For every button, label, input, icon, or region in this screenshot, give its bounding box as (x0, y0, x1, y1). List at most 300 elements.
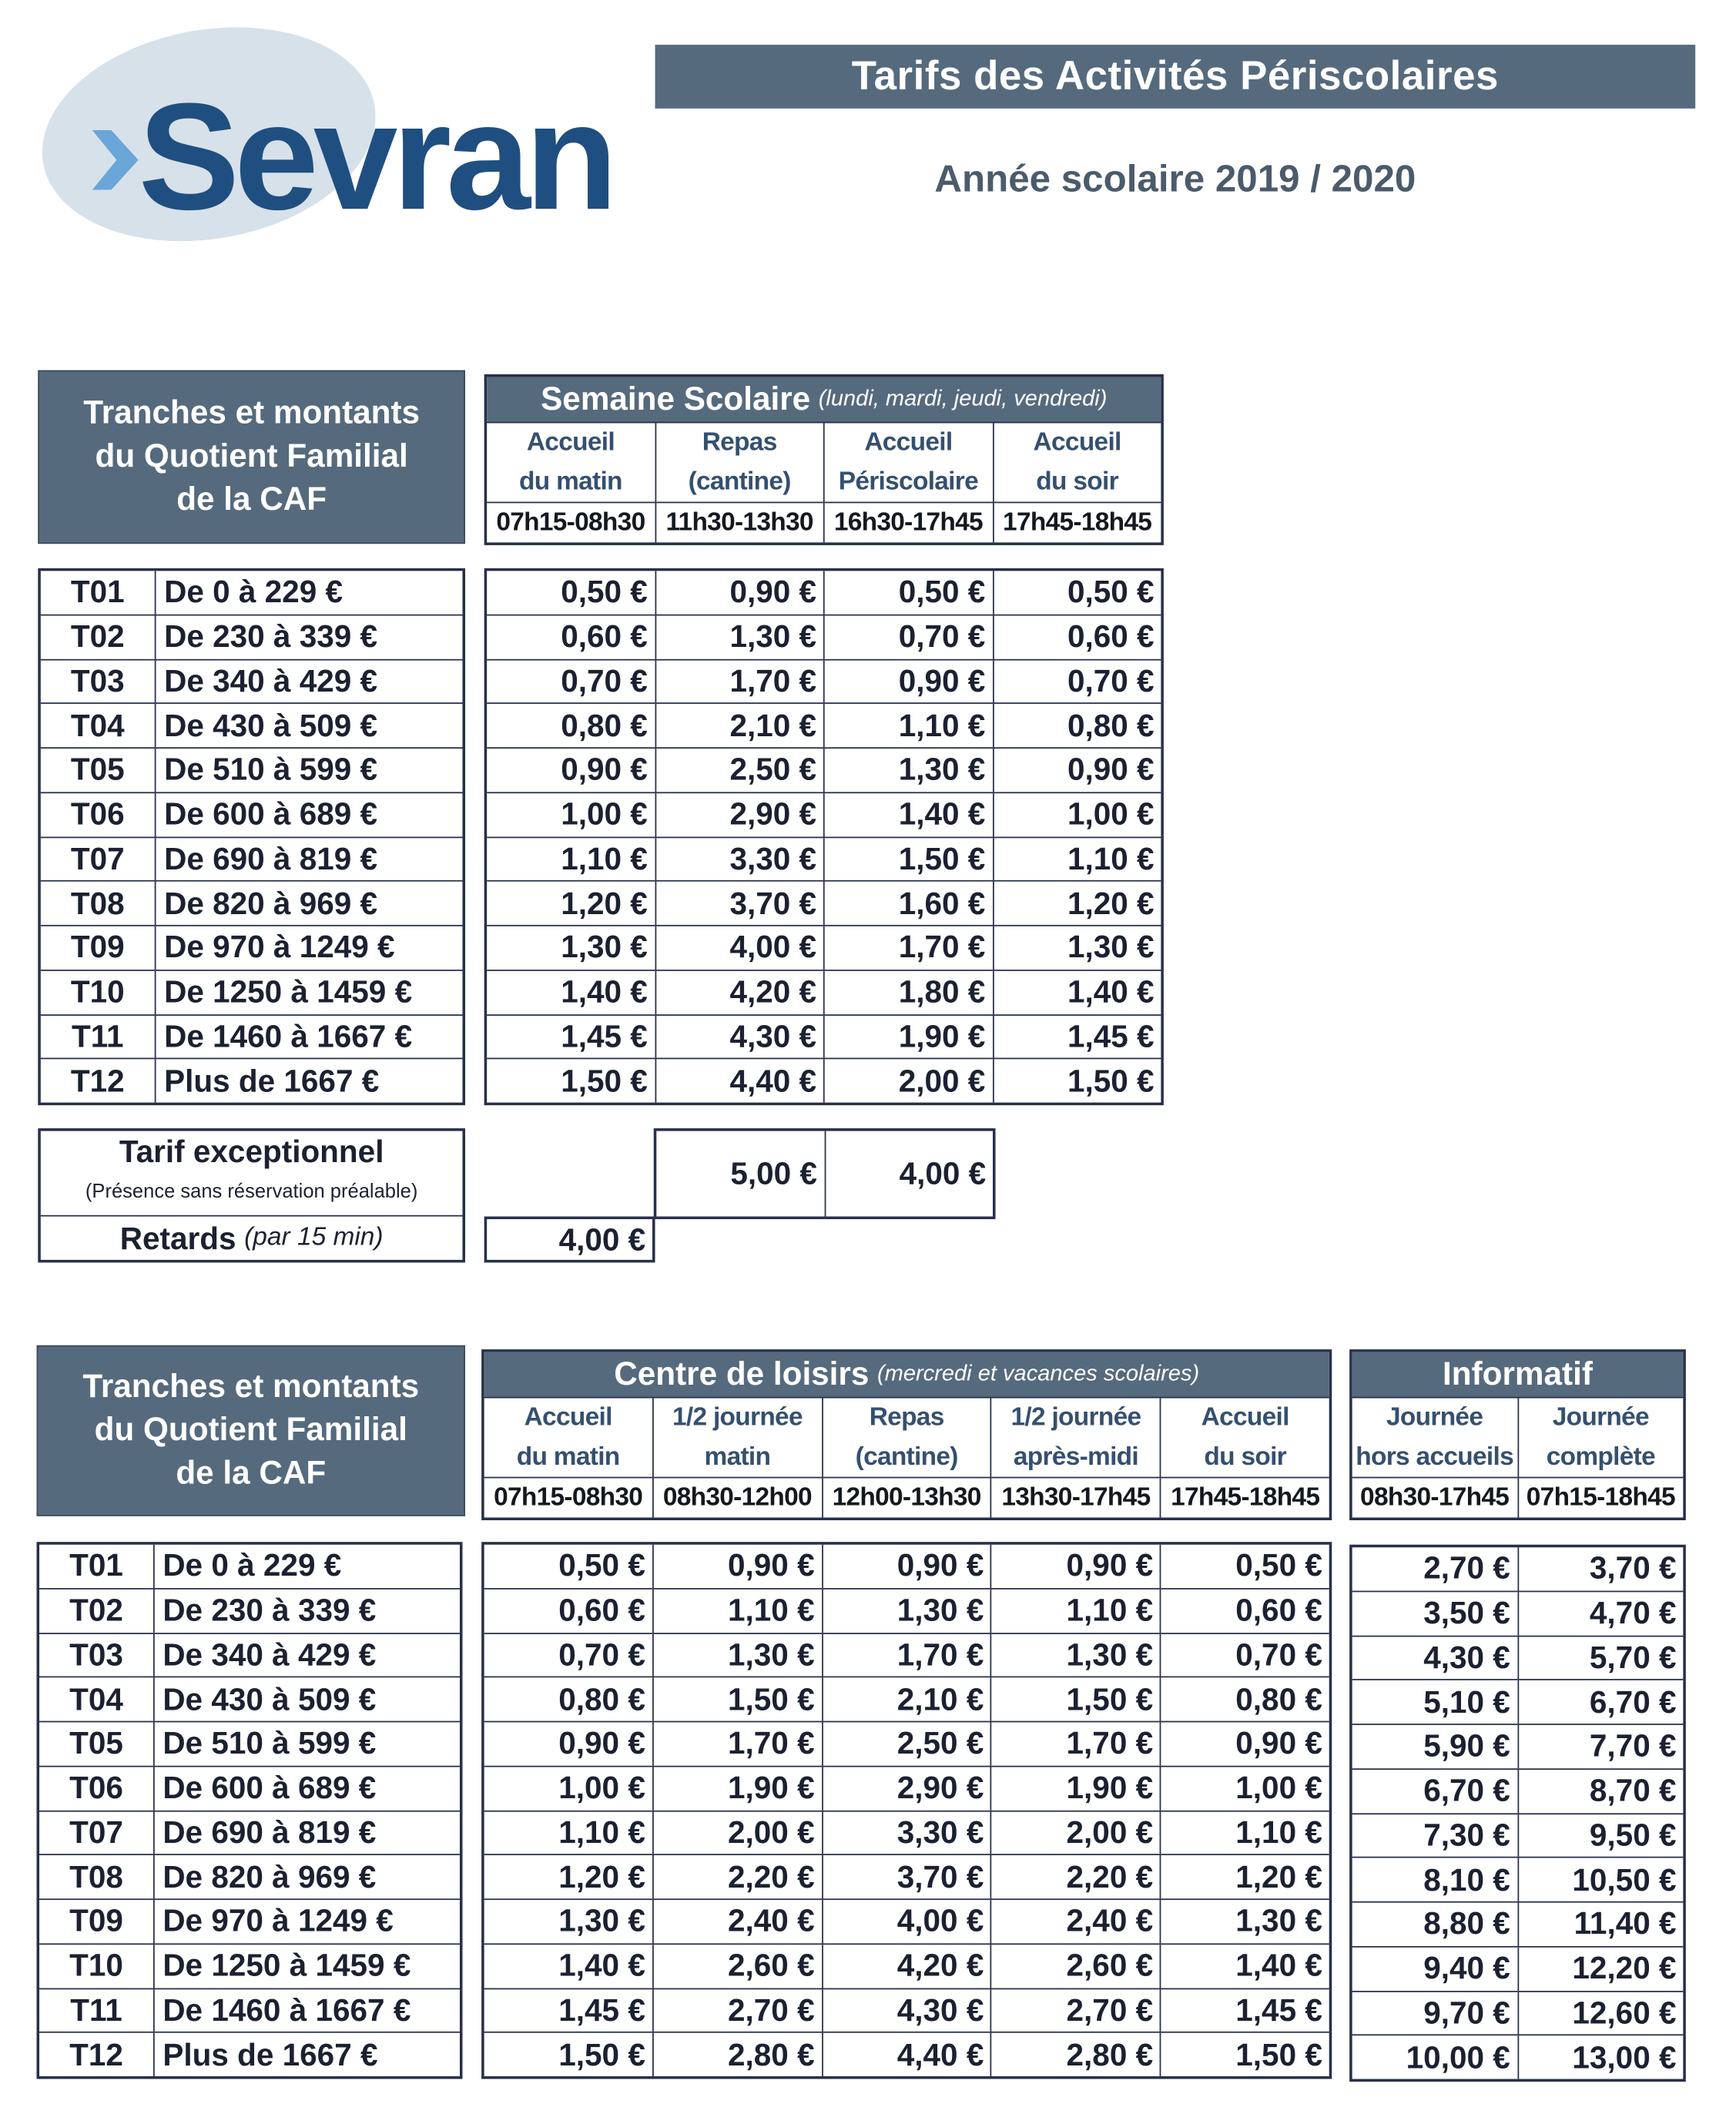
rate-cell: 1,70 € (655, 660, 823, 703)
exceptional-rate-note: (Présence sans réservation préalable) (85, 1181, 418, 1203)
column-time-range: 07h15-08h30 (487, 502, 654, 544)
column-label (992, 1399, 1160, 1477)
table-row (39, 1943, 460, 1988)
rate-cell: 2,50 € (655, 749, 823, 792)
column-header (823, 423, 992, 542)
bracket-code: T06 (39, 1767, 155, 1810)
rate-cell: 1,50 € (561, 1062, 648, 1098)
table-row (1352, 1724, 1684, 1768)
table-row (484, 1898, 1329, 1943)
rate-cell: 1,90 € (990, 1767, 1160, 1810)
quotient-header-line-3: de la CAF (176, 1455, 327, 1492)
bracket-range: De 0 à 229 € (164, 574, 344, 610)
column-label-line-1: Accueil (864, 428, 953, 457)
column-label-line-2: hors accueils (1356, 1442, 1513, 1472)
table-row (41, 1013, 463, 1058)
rate-cell: 7,70 € (1517, 1725, 1684, 1768)
rate-cell: 0,50 € (823, 571, 992, 614)
rate-cell: 2,90 € (821, 1767, 990, 1810)
column-label-line-1: Accueil (526, 428, 615, 457)
table-row (39, 1898, 460, 1943)
bracket-range: De 970 à 1249 € (164, 929, 395, 965)
table-row (484, 1545, 1329, 1588)
school-week-header (484, 374, 1164, 545)
bracket-code: T11 (41, 1015, 156, 1058)
exceptional-rate-label: Tarif exceptionnel (119, 1134, 384, 1169)
column-label (484, 1399, 652, 1477)
rate-cell: 1,90 € (652, 1767, 822, 1810)
table-row (39, 1721, 460, 1766)
quotient-header-line-2: du Quotient Familial (95, 437, 408, 475)
rate-cell: 0,70 € (992, 660, 1161, 703)
column-header (1160, 1399, 1329, 1518)
bracket-range: De 510 à 599 € (164, 752, 378, 788)
column-time-range: 07h15-08h30 (484, 1477, 652, 1519)
quotient-header-line-1: Tranches et montants (82, 1368, 420, 1405)
rate-cell: 1,70 € (823, 926, 992, 970)
rate-cell: 1,00 € (992, 793, 1161, 836)
bracket-range: De 600 à 689 € (163, 1770, 377, 1806)
table-row (1352, 1812, 1684, 1857)
column-headers (1352, 1399, 1684, 1518)
column-label-line-2: complète (1546, 1442, 1655, 1472)
rate-cell: 5,90 € (1423, 1728, 1510, 1764)
table-row (1352, 1590, 1684, 1635)
column-label-line-1: Journée (1552, 1403, 1649, 1432)
column-label-line-1: Repas (869, 1403, 944, 1432)
informative-rates (1349, 1545, 1686, 2082)
column-label (487, 423, 654, 501)
rate-cell: 0,60 € (992, 615, 1161, 658)
rate-cell: 1,30 € (990, 1633, 1160, 1677)
table-row (484, 1677, 1329, 1721)
rate-cell: 2,60 € (990, 1945, 1160, 1988)
rate-cell: 1,70 € (990, 1722, 1160, 1765)
table-row (487, 747, 1161, 792)
table-row (487, 880, 1161, 925)
bracket-range: De 430 à 509 € (163, 1680, 377, 1717)
table-row (484, 2032, 1329, 2076)
exceptional-rate-row (41, 1131, 463, 1217)
table-row (39, 1810, 460, 1854)
column-header (1517, 1399, 1684, 1518)
late-fee-note: (par 15 min) (244, 1223, 384, 1252)
rate-cell: 2,70 € (990, 1988, 1160, 2032)
bracket-code: T01 (39, 1545, 155, 1588)
table-row (1352, 1990, 1684, 2035)
rate-cell: 0,70 € (823, 615, 992, 658)
rate-cell: 8,80 € (1423, 1905, 1510, 1941)
column-label-line-1: Accueil (1033, 428, 1121, 457)
rate-cell: 0,90 € (992, 749, 1161, 792)
rate-cell: 0,90 € (561, 752, 648, 788)
rate-cell: 1,40 € (1160, 1945, 1329, 1988)
column-time-range: 08h30-12h00 (653, 1477, 821, 1519)
group-title: Informatif (1443, 1355, 1593, 1392)
bracket-range: De 230 à 339 € (164, 618, 378, 654)
exceptional-labels (38, 1128, 465, 1262)
rate-cell: 1,30 € (1160, 1900, 1329, 1943)
rate-cell: 2,80 € (990, 2033, 1160, 2076)
group-title: Centre de loisirs (614, 1355, 870, 1392)
rate-cell: 7,30 € (1423, 1817, 1510, 1853)
bracket-code: T06 (41, 793, 156, 836)
school-week-rates (484, 568, 1164, 1105)
rate-cell: 1,45 € (992, 1015, 1161, 1058)
bracket-range: Plus de 1667 € (163, 2036, 378, 2072)
bracket-code: T10 (41, 970, 156, 1013)
table-row (487, 1058, 1161, 1103)
column-label-line-1: Accueil (1201, 1403, 1289, 1432)
bracket-range: De 600 à 689 € (164, 796, 378, 832)
rate-cell: 11,40 € (1517, 1903, 1684, 1946)
table-row (487, 1013, 1161, 1058)
table-row (1352, 1547, 1684, 1590)
table-row (1352, 1901, 1684, 1946)
rate-cell: 5,70 € (1517, 1637, 1684, 1680)
bracket-code: T02 (41, 615, 156, 658)
column-time-range: 17h45-18h45 (1161, 1477, 1329, 1519)
bracket-range: De 340 à 429 € (164, 662, 378, 699)
rate-cell: 1,70 € (652, 1722, 822, 1765)
column-header (821, 1399, 990, 1518)
column-header (1352, 1399, 1517, 1518)
rate-cell: 0,80 € (561, 707, 648, 743)
rate-cell: 0,60 € (561, 618, 648, 654)
bracket-code: T03 (41, 660, 156, 703)
rate-cell: 2,70 € (652, 1988, 822, 2032)
table-row (41, 747, 463, 792)
bracket-code: T04 (41, 704, 156, 747)
rate-cell: 1,30 € (561, 929, 648, 965)
table-row (41, 1058, 463, 1103)
rate-cell: 0,50 € (561, 574, 648, 610)
rate-cell: 4,00 € (655, 926, 823, 970)
bracket-range: De 820 à 969 € (163, 1858, 377, 1895)
rate-cell: 1,30 € (821, 1589, 990, 1632)
bracket-range: De 1250 à 1459 € (163, 1947, 411, 1983)
column-label (655, 423, 823, 501)
bracket-range: De 970 à 1249 € (163, 1903, 394, 1939)
late-fee-value-box (484, 1217, 655, 1263)
rate-cell: 5,10 € (1423, 1683, 1510, 1720)
rate-cell: 13,00 € (1517, 2036, 1684, 2079)
table-row (39, 2032, 460, 2076)
bracket-range: De 1460 à 1667 € (163, 1992, 411, 2028)
table-row (39, 1677, 460, 1721)
rate-cell: 1,40 € (823, 793, 992, 836)
column-label-line-2: après-midi (1013, 1442, 1139, 1472)
column-time-range: 13h30-17h45 (992, 1477, 1160, 1519)
rate-cell: 3,70 € (1517, 1547, 1684, 1590)
school-year: Année scolaire 2019 / 2020 (934, 157, 1416, 199)
group-title: Semaine Scolaire (541, 380, 811, 417)
rate-cell: 1,50 € (992, 1060, 1161, 1103)
column-header (992, 423, 1161, 542)
bracket-range: De 690 à 819 € (164, 840, 378, 876)
rate-cell: 1,45 € (561, 1018, 648, 1054)
table-row (1352, 1857, 1684, 1901)
rate-cell: 1,20 € (992, 882, 1161, 925)
bracket-code: T08 (39, 1855, 155, 1898)
rate-cell: 2,90 € (655, 793, 823, 836)
bracket-code: T12 (39, 2033, 155, 2076)
table-row (487, 658, 1161, 703)
column-label-line-1: 1/2 journée (672, 1403, 803, 1432)
column-label (1518, 1399, 1683, 1477)
rate-cell: 0,70 € (561, 662, 648, 699)
rate-cell: 2,70 € (1423, 1550, 1510, 1586)
bracket-code: T12 (41, 1060, 156, 1103)
bracket-range: De 0 à 229 € (163, 1547, 342, 1583)
table-row (41, 836, 463, 881)
rate-cell: 2,40 € (652, 1900, 822, 1943)
rate-cell: 0,90 € (1160, 1722, 1329, 1765)
column-label (994, 423, 1161, 501)
bracket-code: T05 (41, 749, 156, 792)
rate-cell: 1,20 € (558, 1858, 645, 1895)
rate-cell: 9,70 € (1423, 1995, 1510, 2030)
column-time-range: 08h30-17h45 (1352, 1477, 1517, 1519)
rate-cell: 0,90 € (558, 1725, 645, 1761)
rate-cell: 8,10 € (1423, 1861, 1510, 1897)
rate-cell: 4,30 € (655, 1015, 823, 1058)
column-label (823, 1399, 990, 1477)
column-label-line-2: (cantine) (688, 467, 791, 497)
rate-cell: 0,70 € (558, 1637, 645, 1673)
table-row (41, 970, 463, 1014)
rate-cell: 6,70 € (1517, 1680, 1684, 1724)
column-label-line-2: du soir (1204, 1442, 1287, 1472)
rate-cell: 1,50 € (990, 1678, 1160, 1721)
bracket-code: T03 (39, 1633, 155, 1677)
table-row (41, 792, 463, 836)
rate-cell: 4,00 € (821, 1900, 990, 1943)
table-row (39, 1854, 460, 1899)
bracket-range: De 510 à 599 € (163, 1725, 377, 1761)
bracket-range: De 1460 à 1667 € (164, 1018, 413, 1054)
bracket-code: T01 (41, 571, 156, 614)
rate-cell: 4,40 € (655, 1060, 823, 1103)
column-label-line-2: du soir (1036, 467, 1118, 497)
rate-cell: 1,20 € (561, 885, 648, 921)
rate-cell: 3,30 € (655, 837, 823, 880)
informative-header (1349, 1349, 1686, 1520)
quotient-header-line-3: de la CAF (176, 481, 327, 518)
rate-cell: 0,80 € (1160, 1678, 1329, 1721)
rate-cell: 1,45 € (1160, 1988, 1329, 2032)
rate-cell: 1,00 € (1160, 1767, 1329, 1810)
quotient-brackets (37, 1542, 463, 2079)
bracket-range: De 430 à 509 € (164, 707, 378, 743)
rate-cell: 10,00 € (1406, 2039, 1510, 2075)
rate-cell: 0,70 € (1160, 1633, 1329, 1677)
rate-cell: 2,60 € (652, 1945, 822, 1988)
column-label (653, 1399, 821, 1477)
column-time-range: 07h15-18h45 (1518, 1477, 1683, 1519)
quotient-header (38, 370, 465, 544)
column-header (655, 423, 823, 542)
rate-cell: 8,70 € (1517, 1770, 1684, 1813)
bracket-range: De 230 à 339 € (163, 1592, 377, 1628)
table-row (41, 925, 463, 970)
table-row (484, 1721, 1329, 1766)
bracket-code: T09 (39, 1900, 155, 1943)
column-label-line-1: 1/2 journée (1010, 1403, 1141, 1432)
bracket-code: T02 (39, 1589, 155, 1632)
rate-cell: 4,40 € (821, 2033, 990, 2076)
exceptional-rate-periscolaire: 4,00 € (824, 1131, 993, 1217)
rate-cell: 2,00 € (652, 1811, 822, 1854)
column-headers (484, 1399, 1329, 1518)
table-row (39, 1988, 460, 2032)
table-row (484, 1854, 1329, 1899)
page-title: Tarifs des Activités Périscolaires (655, 45, 1696, 109)
rate-cell: 1,70 € (821, 1633, 990, 1677)
rate-cell: 0,90 € (823, 660, 992, 703)
table-row (487, 836, 1161, 881)
sevran-logo: Sevran (138, 72, 613, 242)
rate-cell: 1,50 € (652, 1678, 822, 1721)
table-row (484, 1588, 1329, 1633)
bracket-code: T10 (39, 1945, 155, 1988)
rate-cell: 1,10 € (561, 840, 648, 876)
late-fee-value: 4,00 € (558, 1221, 646, 1257)
rate-cell: 1,10 € (558, 1814, 645, 1850)
table-row (41, 880, 463, 925)
column-label-line-2: (cantine) (855, 1442, 958, 1472)
rate-cell: 1,30 € (823, 749, 992, 792)
column-time-range: 11h30-13h30 (655, 502, 823, 544)
rate-cell: 0,90 € (652, 1545, 822, 1588)
table-row (487, 970, 1161, 1014)
leisure-centre-rates (481, 1542, 1332, 2079)
quotient-header (37, 1345, 465, 1516)
table-row (484, 1765, 1329, 1810)
late-fee-row (41, 1217, 463, 1260)
late-fee-label: Retards (119, 1219, 236, 1255)
rate-cell: 2,10 € (821, 1678, 990, 1721)
rate-cell: 3,50 € (1423, 1595, 1510, 1630)
rate-cell: 2,50 € (821, 1722, 990, 1765)
rate-cell: 3,70 € (821, 1855, 990, 1898)
column-label-line-1: Accueil (524, 1403, 612, 1432)
rate-cell: 1,50 € (558, 2036, 645, 2072)
rate-cell: 0,50 € (1160, 1545, 1329, 1588)
table-row (484, 1632, 1329, 1677)
rate-cell: 3,30 € (821, 1811, 990, 1854)
bracket-code: T07 (41, 837, 156, 880)
group-title-bar (487, 377, 1161, 424)
rate-cell: 4,70 € (1517, 1592, 1684, 1635)
rate-cell: 2,10 € (655, 704, 823, 747)
exceptional-rate-repas: 5,00 € (730, 1155, 817, 1191)
bracket-code: T04 (39, 1678, 155, 1721)
bracket-range: Plus de 1667 € (164, 1062, 380, 1098)
rate-cell: 0,90 € (990, 1545, 1160, 1588)
table-row (39, 1545, 460, 1588)
rate-cell: 12,20 € (1517, 1947, 1684, 1990)
table-row (1352, 1946, 1684, 1991)
rate-cell: 4,20 € (821, 1945, 990, 1988)
rate-cell: 2,80 € (652, 2033, 822, 2076)
rate-cell: 9,40 € (1423, 1950, 1510, 1986)
rate-cell: 1,40 € (992, 970, 1161, 1013)
rate-cell: 1,10 € (1160, 1811, 1329, 1854)
table-row (1352, 2035, 1684, 2079)
rate-cell: 1,30 € (655, 615, 823, 658)
column-header (484, 1399, 652, 1518)
group-title-bar (484, 1352, 1329, 1399)
leisure-centre-header (481, 1349, 1332, 1520)
rate-cell: 2,20 € (652, 1855, 822, 1898)
table-row (41, 703, 463, 748)
rate-cell: 1,10 € (990, 1589, 1160, 1632)
table-row (41, 614, 463, 658)
table-row (39, 1765, 460, 1810)
rate-cell: 1,50 € (1160, 2033, 1329, 2076)
rate-cell: 1,90 € (823, 1015, 992, 1058)
rate-cell: 1,10 € (992, 837, 1161, 880)
rate-cell: 4,30 € (821, 1988, 990, 2032)
rate-cell: 1,30 € (992, 926, 1161, 970)
rate-cell: 2,40 € (990, 1900, 1160, 1943)
bracket-range: De 340 à 429 € (163, 1637, 377, 1673)
quotient-header-line-1: Tranches et montants (83, 394, 421, 431)
rate-cell: 1,10 € (652, 1589, 822, 1632)
group-note: (mercredi et vacances scolaires) (876, 1361, 1200, 1386)
rate-cell: 0,80 € (558, 1680, 645, 1717)
chevron-icon (92, 130, 139, 189)
group-note: (lundi, mardi, jeudi, vendredi) (818, 386, 1108, 411)
table-row (487, 571, 1161, 614)
column-label-line-2: du matin (519, 467, 622, 497)
table-row (1352, 1768, 1684, 1813)
rate-cell: 9,50 € (1517, 1814, 1684, 1857)
rate-cell: 4,30 € (1423, 1639, 1510, 1675)
column-time-range: 17h45-18h45 (994, 502, 1161, 544)
group-title-bar (1352, 1352, 1684, 1399)
bracket-range: De 690 à 819 € (163, 1814, 377, 1850)
rate-cell: 1,50 € (823, 837, 992, 880)
rate-cell: 1,30 € (652, 1633, 822, 1677)
column-label (1352, 1399, 1517, 1477)
table-row (484, 1810, 1329, 1854)
table-row (484, 1943, 1329, 1988)
column-label (1161, 1399, 1329, 1477)
rate-cell: 1,40 € (558, 1947, 645, 1983)
table-row (1352, 1635, 1684, 1680)
rate-cell: 2,00 € (823, 1060, 992, 1103)
table-row (487, 614, 1161, 658)
column-label-line-1: Repas (702, 428, 777, 457)
column-label-line-2: Périscolaire (838, 467, 979, 497)
table-row (484, 1988, 1329, 2032)
rate-cell: 1,30 € (558, 1903, 645, 1939)
rate-cell: 0,80 € (992, 704, 1161, 747)
column-header (652, 1399, 822, 1518)
bracket-range: De 820 à 969 € (164, 885, 378, 921)
table-row (39, 1632, 460, 1677)
table-row (1352, 1679, 1684, 1724)
bracket-code: T08 (41, 882, 156, 925)
quotient-header-line-2: du Quotient Familial (94, 1412, 407, 1449)
rate-cell: 0,60 € (1160, 1589, 1329, 1632)
rate-cell: 10,50 € (1517, 1858, 1684, 1901)
column-label (825, 423, 992, 501)
table-row (41, 571, 463, 614)
bracket-code: T11 (39, 1988, 155, 2032)
